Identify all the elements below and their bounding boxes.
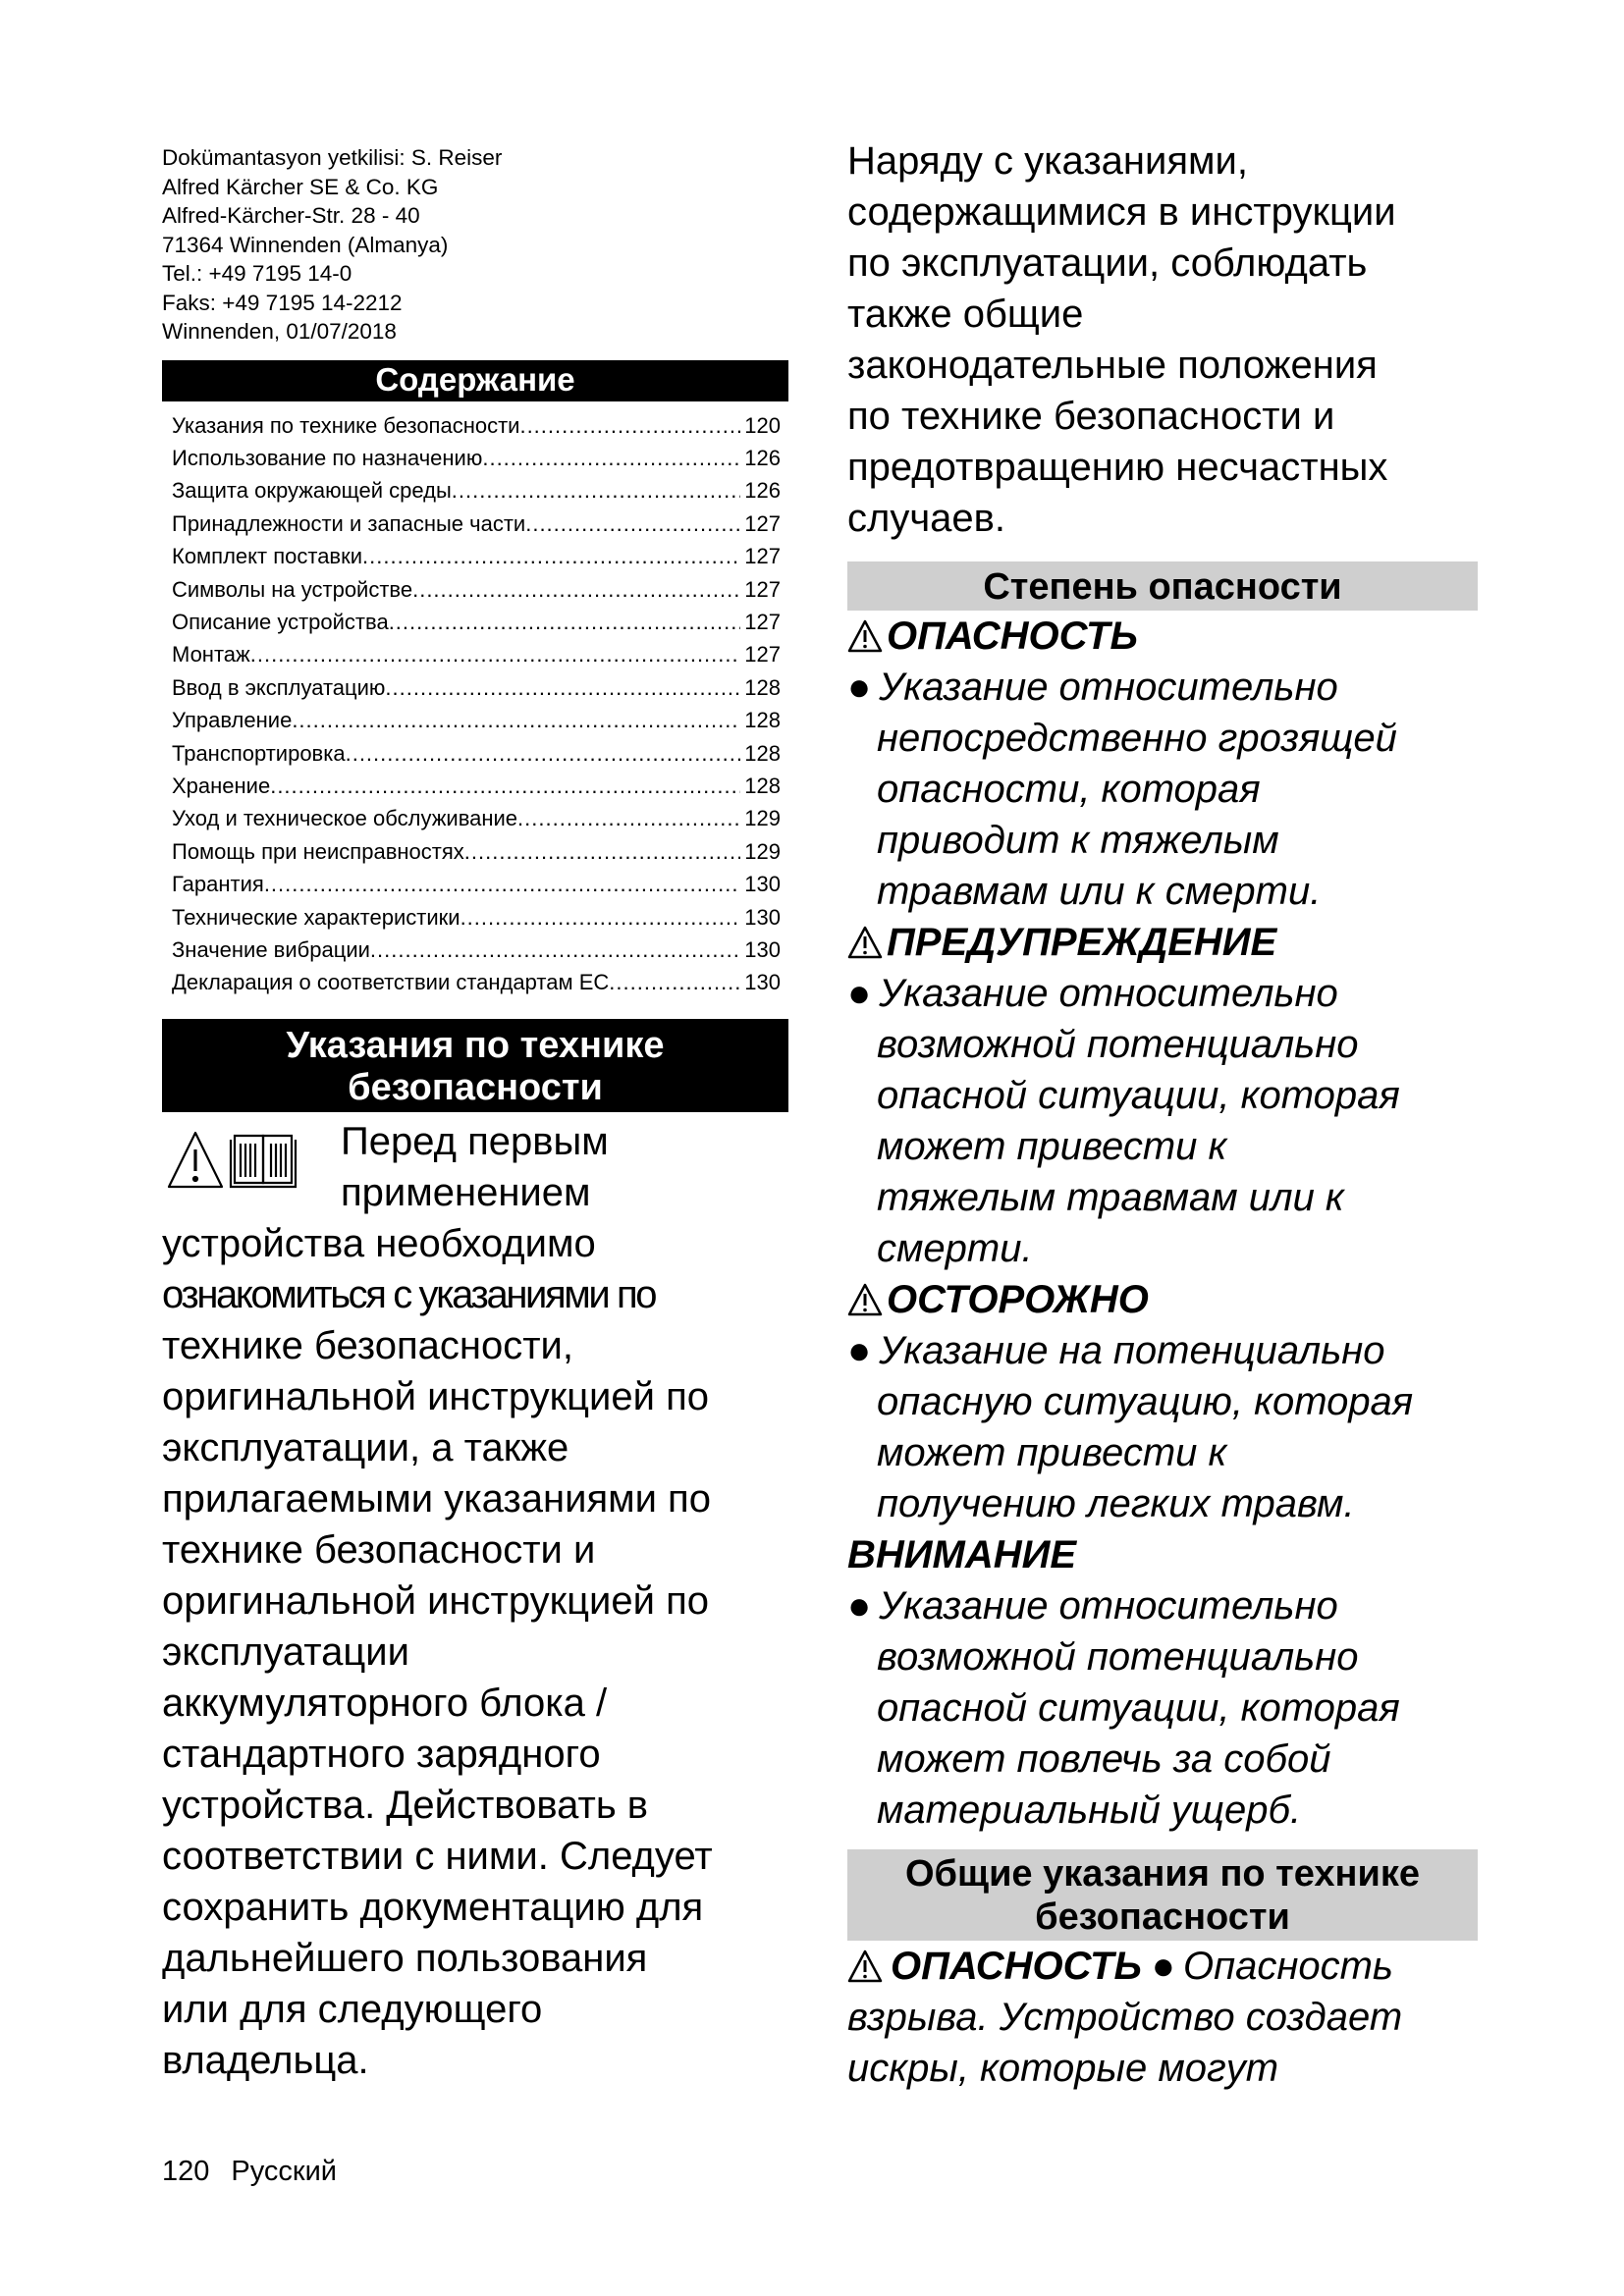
toc-entry[interactable]: Монтаж ..... 127 bbox=[172, 638, 781, 670]
manual-book-icon bbox=[231, 1136, 296, 1187]
intro-line: Перед первым bbox=[341, 1119, 609, 1163]
page-footer bbox=[162, 2156, 337, 2188]
toc-entry[interactable]: Описание устройства ..... 127 bbox=[172, 606, 781, 638]
warning-triangle-icon bbox=[169, 1133, 222, 1187]
attention-heading: ВНИМАНИЕ bbox=[847, 1533, 1077, 1576]
toc-title: Содержание bbox=[162, 360, 788, 401]
warning-triangle-icon bbox=[847, 1949, 883, 1983]
caution-heading: ОСТОРОЖНО bbox=[847, 1274, 1478, 1325]
legal-note-line: также общие bbox=[847, 293, 1084, 336]
page-number: 120 bbox=[162, 2156, 210, 2187]
intro-line: ознакомиться с указаниями по bbox=[162, 1272, 656, 1316]
footer-language: Русский bbox=[231, 2156, 337, 2187]
intro-line: дальнейшего пользования bbox=[162, 1936, 648, 1980]
warning-triangle-icon bbox=[847, 1283, 883, 1316]
intro-line: устройства необходимо bbox=[162, 1221, 596, 1265]
intro-line: технике безопасности и bbox=[162, 1527, 596, 1572]
toc-entry[interactable]: Управление ..... 128 bbox=[172, 704, 781, 736]
intro-line: прилагаемыми указаниями по bbox=[162, 1476, 711, 1521]
toc-entry[interactable]: Комплект поставки ..... 127 bbox=[172, 540, 781, 572]
toc-entry[interactable]: Уход и техническое обслуживание ..... 129 bbox=[172, 802, 781, 834]
general-danger-heading: ОПАСНОСТЬ bbox=[891, 1945, 1142, 1988]
intro-line: или для следующего bbox=[162, 1987, 543, 2031]
imprint-line: Tel.: +49 7195 14-0 bbox=[162, 261, 352, 286]
toc-entry[interactable]: Символы на устройстве ..... 127 bbox=[172, 573, 781, 606]
warning-triangle-icon bbox=[847, 926, 883, 959]
toc-entry[interactable]: Защита окружающей среды ..... 126 bbox=[172, 474, 781, 507]
legal-note-line: Наряду с указаниями, bbox=[847, 139, 1248, 183]
legal-note-line: предотвращению несчастных bbox=[847, 446, 1388, 489]
legal-note-line: по эксплуатации, соблюдать bbox=[847, 241, 1368, 285]
intro-line: сохранить документацию для bbox=[162, 1885, 704, 1929]
toc-entry[interactable]: Декларация о соответствии стандартам ЕС ..... 130 bbox=[172, 966, 781, 998]
toc-entry[interactable]: Принадлежности и запасные части ..... 127 bbox=[172, 507, 781, 540]
warning-heading: ПРЕДУПРЕЖДЕНИЕ bbox=[847, 917, 1478, 968]
intro-line: аккумуляторного блока / bbox=[162, 1681, 608, 1725]
toc-entry[interactable]: Технические характеристики ..... 130 bbox=[172, 901, 781, 934]
toc-entry[interactable]: Хранение ..... 128 bbox=[172, 770, 781, 802]
legal-note bbox=[847, 135, 1478, 544]
legal-note-line: случаев. bbox=[847, 497, 1006, 540]
intro-line: владельца. bbox=[162, 2038, 369, 2082]
left-column bbox=[162, 143, 788, 2086]
danger-heading: ОПАСНОСТЬ bbox=[847, 611, 1478, 662]
imprint-line: Winnenden, 01/07/2018 bbox=[162, 319, 397, 344]
bullet-icon: ● bbox=[1151, 1945, 1175, 1988]
safety-section-title: Указания по технике безопасности bbox=[162, 1019, 788, 1112]
toc-entry[interactable]: Ввод в эксплуатацию ..... 128 bbox=[172, 671, 781, 704]
intro-line: эксплуатации bbox=[162, 1629, 409, 1674]
imprint-line: 71364 Winnenden (Almanya) bbox=[162, 232, 449, 257]
legal-note-line: содержащимися в инструкции bbox=[847, 190, 1396, 234]
legal-note-line: по технике безопасности и bbox=[847, 395, 1335, 438]
legal-note-line: законодательные положения bbox=[847, 344, 1378, 387]
intro-line: устройства. Действовать в bbox=[162, 1783, 649, 1827]
imprint-line: Faks: +49 7195 14-2212 bbox=[162, 290, 403, 315]
toc-entry[interactable]: Использование по назначению ..... 126 bbox=[172, 442, 781, 474]
intro-line: применением bbox=[341, 1170, 591, 1214]
toc-entry[interactable]: Указания по технике безопасности ..... 120 bbox=[172, 409, 781, 442]
intro-line: соответствии с ними. Следует bbox=[162, 1834, 713, 1878]
toc-entry[interactable]: Гарантия ..... 130 bbox=[172, 868, 781, 900]
bullet-icon: ● bbox=[847, 972, 872, 1015]
intro-line: стандартного зарядного bbox=[162, 1732, 601, 1776]
right-column bbox=[847, 135, 1478, 2094]
toc-entry[interactable]: Транспортировка ..... 128 bbox=[172, 737, 781, 770]
danger-levels-title: Степень опасности bbox=[847, 561, 1478, 611]
toc-entry[interactable]: Значение вибрации ..... 130 bbox=[172, 934, 781, 966]
warning-manual-icon bbox=[166, 1130, 331, 1191]
warning-text: ● Указание относительно возможной потенциально опасной ситуации, которая может привести к тяжелым травмам или к смерти. bbox=[847, 972, 1400, 1270]
general-danger-text: ОПАСНОСТЬ ● Опасность взрыва. Устройство создает искры, которые могут bbox=[847, 1941, 1478, 2094]
toc-entry[interactable]: Помощь при неисправностях ..... 129 bbox=[172, 835, 781, 868]
imprint-line: Alfred-Kärcher-Str. 28 - 40 bbox=[162, 203, 420, 228]
danger-text: ● Указание относительно непосредственно грозящей опасности, которая приводит к тяжелым травмам или к смерти. bbox=[847, 666, 1397, 913]
imprint-line: Dokümantasyon yetkilisi: S. Reiser bbox=[162, 145, 503, 170]
intro-line: оригинальной инструкцией по bbox=[162, 1578, 709, 1623]
warning-triangle-icon bbox=[847, 619, 883, 653]
bullet-icon: ● bbox=[847, 666, 872, 709]
bullet-icon: ● bbox=[847, 1329, 872, 1372]
safety-intro bbox=[162, 1116, 788, 2086]
table-of-contents bbox=[162, 409, 788, 999]
imprint-line: Alfred Kärcher SE & Co. KG bbox=[162, 174, 439, 199]
intro-line: эксплуатации, а также bbox=[162, 1425, 569, 1469]
intro-line: технике безопасности, bbox=[162, 1323, 573, 1367]
caution-text: ● Указание на потенциально опасную ситуацию, которая может привести к получению легких травм. bbox=[847, 1329, 1414, 1525]
intro-line: оригинальной инструкцией по bbox=[162, 1374, 709, 1418]
imprint-block bbox=[162, 143, 788, 347]
general-safety-title: Общие указания по технике безопасности bbox=[847, 1849, 1478, 1941]
attention-text: ● Указание относительно возможной потенциально опасной ситуации, которая может повлечь за собой материальный ущерб. bbox=[847, 1584, 1400, 1832]
bullet-icon: ● bbox=[847, 1584, 872, 1628]
